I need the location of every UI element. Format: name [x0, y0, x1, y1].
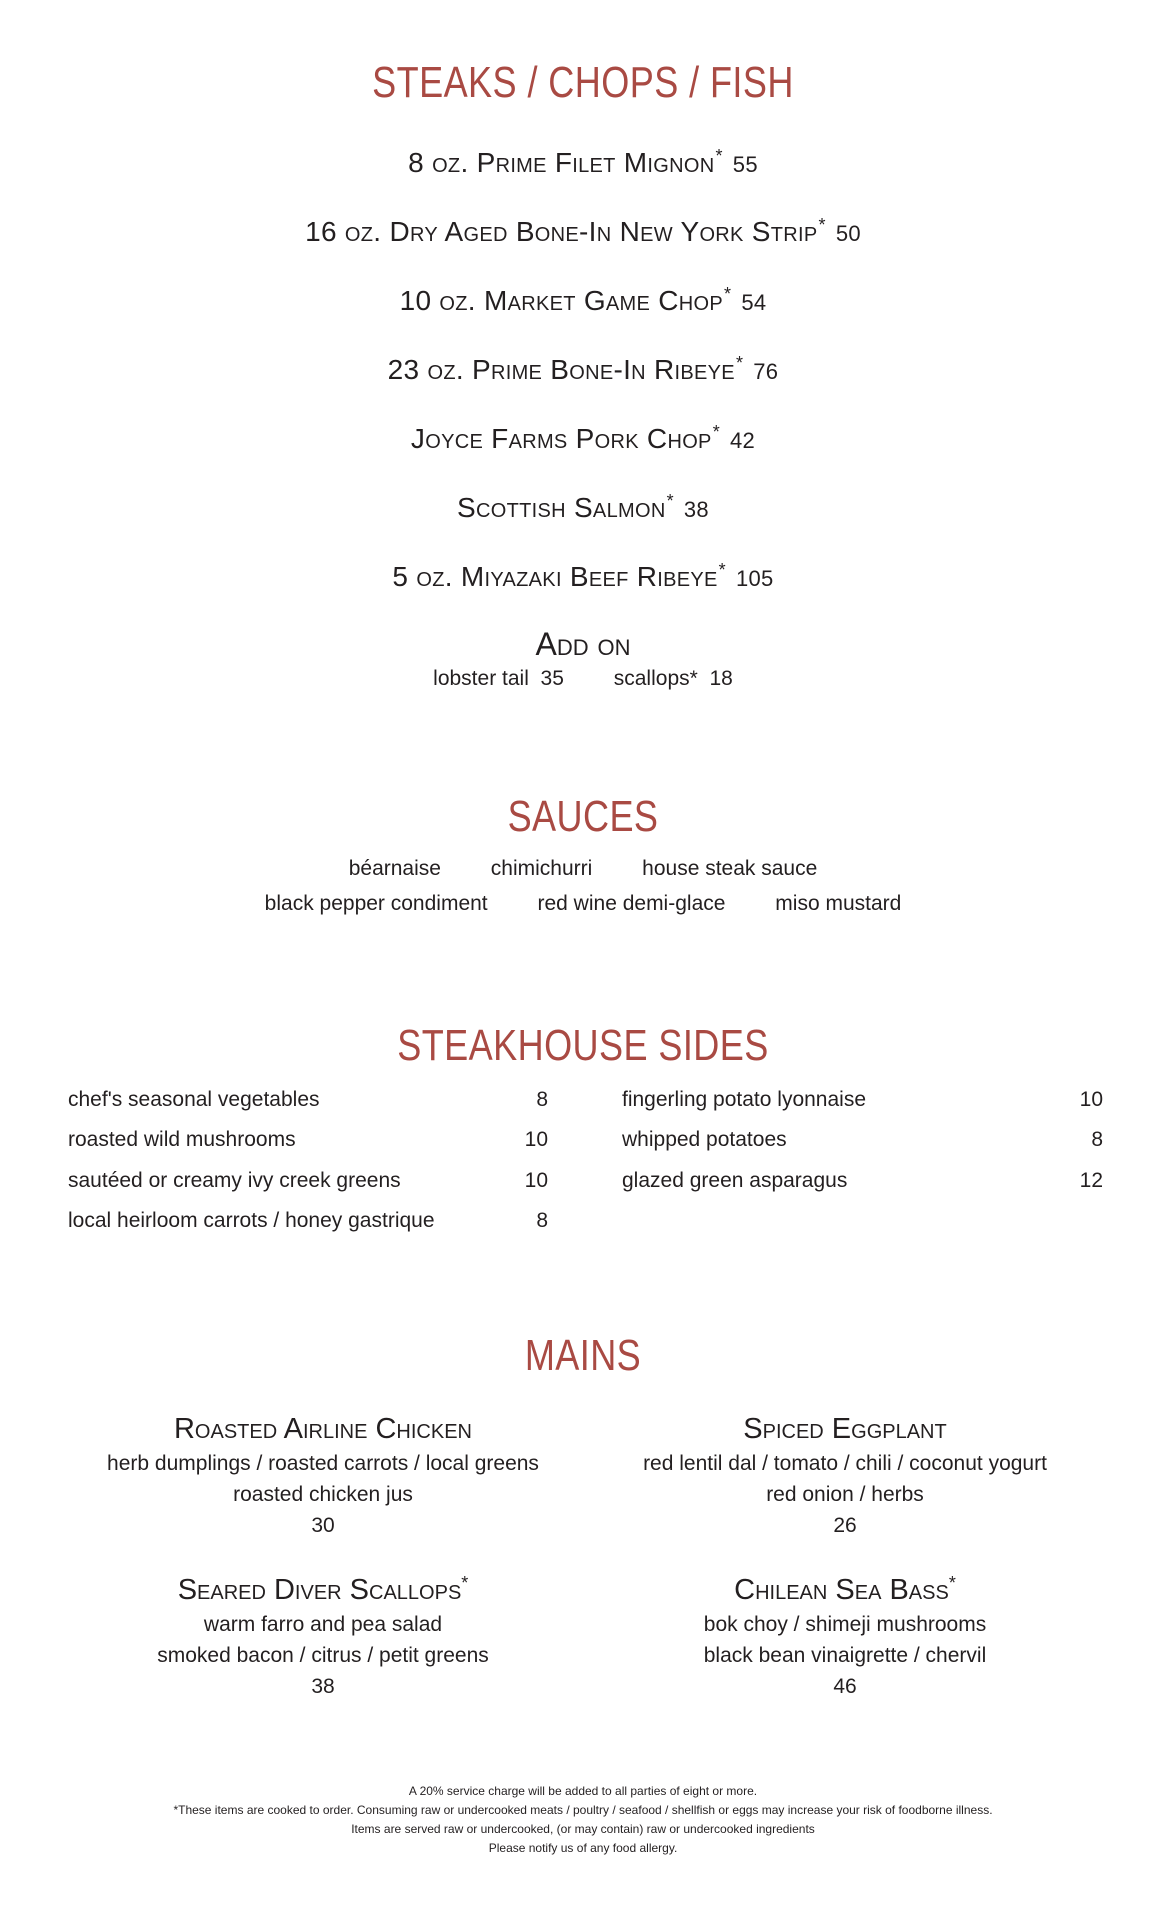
- side-price: 8: [536, 1209, 548, 1232]
- side-name: glazed green asparagus: [622, 1169, 848, 1192]
- main-description: warm farro and pea salad: [203, 1613, 443, 1636]
- add-on-price: 18: [709, 667, 733, 690]
- add-on-price: 35: [540, 667, 564, 690]
- side-price: 10: [524, 1169, 548, 1192]
- steak-item: [0, 353, 1166, 386]
- consumption-warning: *These items are cooked to order. Consuming raw or undercooked meats / poultry / seafood / shellfish or eggs may increase your risk of foodborne illness.: [173, 1803, 993, 1817]
- asterisk: *: [735, 353, 744, 373]
- add-on-name: lobster tail: [433, 667, 529, 690]
- footer-notice: [0, 1782, 1166, 1858]
- add-on-item: [614, 667, 733, 691]
- side-price: 8: [1091, 1128, 1103, 1151]
- main-item: [575, 1573, 1115, 1702]
- side-item: [68, 1209, 548, 1237]
- service-charge-note: A 20% service charge will be added to all parties of eight or more.: [408, 1784, 758, 1798]
- main-description: black bean vinaigrette / chervil: [703, 1644, 987, 1667]
- sauce-item: béarnaise: [348, 857, 441, 880]
- main-description: smoked bacon / citrus / petit greens: [157, 1644, 489, 1667]
- side-name: sautéed or creamy ivy creek greens: [68, 1169, 401, 1192]
- steak-price: 42: [730, 428, 756, 453]
- asterisk: *: [712, 422, 720, 442]
- steak-name: 8 oz. Prime Filet Mignon: [408, 147, 715, 178]
- main-description: bok choy / shimeji mushrooms: [703, 1613, 987, 1636]
- steak-item: [0, 215, 1166, 248]
- main-title: [575, 1412, 1115, 1446]
- side-price: 10: [1079, 1088, 1103, 1111]
- sauce-item: miso mustard: [775, 892, 902, 915]
- main-description: herb dumplings / roasted carrots / local greens: [107, 1452, 539, 1475]
- main-price: 38: [311, 1675, 335, 1698]
- steak-price: 50: [835, 221, 861, 246]
- asterisk: *: [948, 1573, 956, 1593]
- steak-name: 23 oz. Prime Bone-In Ribeye: [387, 354, 735, 385]
- side-item: [622, 1169, 1103, 1197]
- steak-item: [0, 560, 1166, 593]
- main-title: [53, 1573, 593, 1607]
- sauce-row: [0, 857, 1166, 881]
- steak-price: 38: [683, 497, 709, 522]
- side-name: whipped potatoes: [622, 1128, 787, 1151]
- asterisk: *: [724, 284, 732, 304]
- steak-name: 10 oz. Market Game Chop: [399, 285, 723, 316]
- main-description: red onion / herbs: [766, 1483, 924, 1506]
- side-name: local heirloom carrots / honey gastrique: [68, 1209, 435, 1232]
- side-item: [68, 1169, 548, 1197]
- steak-item: [0, 284, 1166, 317]
- add-on-name: scallops*: [613, 667, 698, 690]
- side-item: [622, 1088, 1103, 1116]
- sauce-item: chimichurri: [490, 857, 593, 880]
- asterisk: *: [666, 491, 674, 511]
- side-price: 10: [524, 1128, 548, 1151]
- main-description: red lentil dal / tomato / chili / coconut yogurt: [643, 1452, 1047, 1475]
- allergy-note: Please notify us of any food allergy.: [488, 1841, 678, 1855]
- main-price: 30: [311, 1514, 335, 1537]
- side-item: [68, 1128, 548, 1156]
- main-description: roasted chicken jus: [233, 1483, 413, 1506]
- steak-price: 105: [735, 566, 774, 591]
- steaks-heading: STEAKS / CHOPS / FISH: [372, 58, 794, 107]
- side-price: 12: [1079, 1169, 1103, 1192]
- side-price: 8: [536, 1088, 548, 1111]
- asterisk: *: [461, 1573, 469, 1593]
- side-name: roasted wild mushrooms: [68, 1128, 296, 1151]
- add-on-title: Add on: [535, 626, 631, 662]
- sauce-item: black pepper condiment: [264, 892, 488, 915]
- sauces-heading: SAUCES: [507, 792, 659, 841]
- asterisk: *: [718, 560, 726, 580]
- side-name: chef's seasonal vegetables: [68, 1088, 320, 1111]
- main-title-text: Spiced Eggplant: [743, 1413, 947, 1445]
- main-title-text: Roasted Airline Chicken: [173, 1413, 472, 1445]
- main-item: [53, 1412, 593, 1541]
- main-item: [575, 1412, 1115, 1541]
- sauce-item: red wine demi-glace: [537, 892, 726, 915]
- main-title: [53, 1412, 593, 1446]
- side-item: [622, 1128, 1103, 1156]
- add-on-row: [0, 667, 1166, 691]
- raw-ingredients-note: Items are served raw or undercooked, (or may contain) raw or undercooked ingredients: [351, 1822, 815, 1836]
- main-item: [53, 1573, 593, 1702]
- steak-name: Joyce Farms Pork Chop: [410, 423, 712, 454]
- main-price: 26: [833, 1514, 857, 1537]
- main-title-text: Seared Diver Scallops: [177, 1574, 462, 1606]
- main-title-text: Chilean Sea Bass: [734, 1574, 949, 1606]
- sauce-row: [0, 892, 1166, 916]
- asterisk: *: [715, 146, 723, 166]
- side-name: fingerling potato lyonnaise: [622, 1088, 867, 1111]
- steak-name: 16 oz. Dry Aged Bone-In New York Strip: [305, 216, 818, 247]
- mains-heading: MAINS: [524, 1331, 642, 1380]
- sides-heading: STEAKHOUSE SIDES: [397, 1021, 769, 1070]
- add-on-item: [433, 667, 564, 691]
- steak-name: Scottish Salmon: [457, 492, 666, 523]
- steak-item: [0, 146, 1166, 179]
- asterisk: *: [818, 215, 826, 235]
- main-title: [575, 1573, 1115, 1607]
- steak-price: 54: [741, 290, 767, 315]
- steak-item: [0, 491, 1166, 524]
- steak-name: 5 oz. Miyazaki Beef Ribeye: [392, 561, 718, 592]
- steak-item: [0, 422, 1166, 455]
- sauce-item: house steak sauce: [642, 857, 818, 880]
- steak-price: 76: [753, 359, 779, 384]
- side-item: [68, 1088, 548, 1116]
- main-price: 46: [833, 1675, 857, 1698]
- steak-price: 55: [732, 152, 758, 177]
